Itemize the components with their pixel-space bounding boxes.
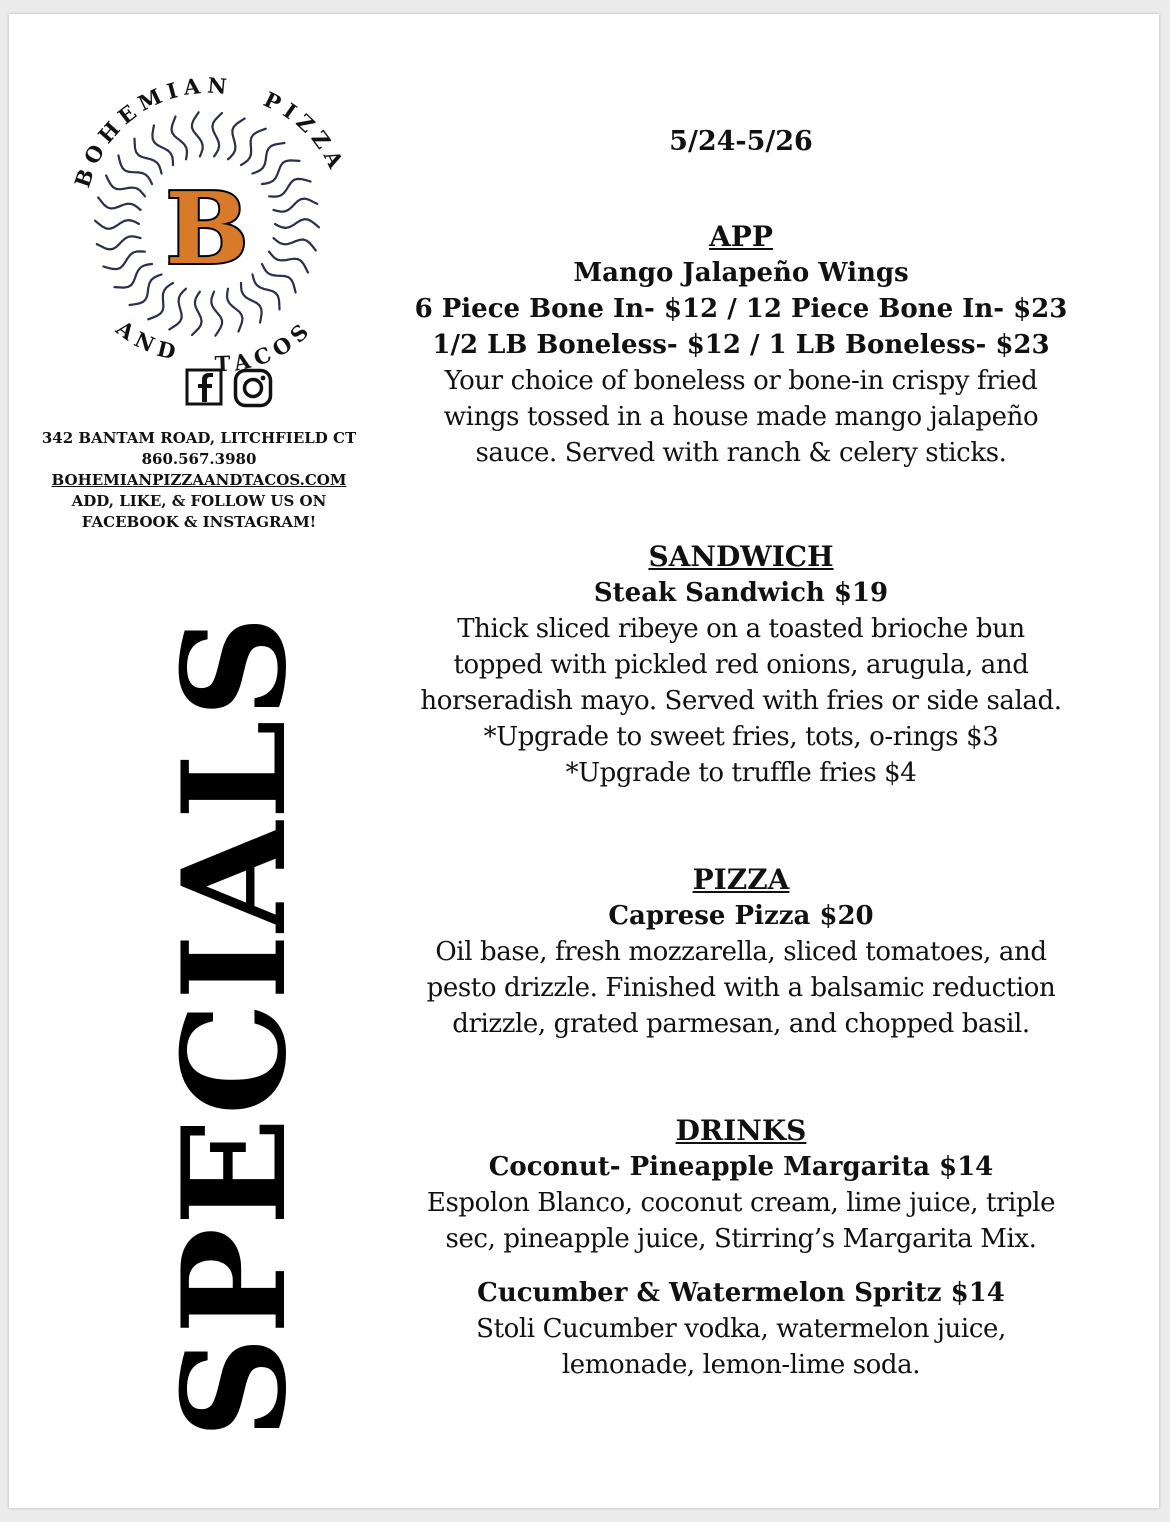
price-line: 1/2 LB Boneless- $12 / 1 LB Boneless- $23: [432, 330, 1050, 360]
menu-page: [9, 14, 1159, 1508]
section-pizza: [383, 862, 1099, 1042]
instagram-icon[interactable]: [233, 368, 273, 408]
section-sandwich: [383, 539, 1099, 791]
logo-ray: [241, 129, 266, 165]
website-link[interactable]: BOHEMIANPIZZAANDTACOS.COM: [51, 471, 347, 489]
specials-title: SPECIALS: [152, 613, 318, 1439]
desc-line: drizzle, grated parmesan, and chopped basil.: [452, 1009, 1030, 1039]
desc-line: sauce. Served with ranch & celery sticks.: [475, 438, 1007, 468]
follow-line-1: ADD, LIKE, & FOLLOW US ON: [71, 492, 327, 510]
logo-ray: [269, 179, 311, 197]
item-name: Mango Jalapeño Wings: [573, 258, 909, 288]
item-name: Cucumber & Watermelon Spritz $14: [477, 1278, 1005, 1308]
section-heading: SANDWICH: [648, 540, 834, 573]
logo-ray: [118, 156, 152, 185]
desc-line: sec, pineapple juice, Stirring’s Margarita Mix.: [445, 1224, 1037, 1254]
desc-line: Stoli Cucumber vodka, watermelon juice,: [476, 1314, 1006, 1344]
price-line: 6 Piece Bone In- $12 / 12 Piece Bone In- $23: [414, 294, 1068, 324]
logo-ray: [97, 236, 141, 249]
logo-ray: [95, 220, 139, 229]
logo-ray: [212, 113, 222, 156]
bohemian-logo: [57, 69, 367, 379]
phone[interactable]: 860.567.3980: [141, 450, 257, 468]
logo-ray: [262, 264, 296, 293]
item-name: Caprese Pizza $20: [608, 901, 874, 931]
social-icons: [185, 368, 275, 410]
desc-line: *Upgrade to truffle fries $4: [565, 758, 917, 788]
logo-arc-tacos: TACOS: [214, 314, 318, 377]
logo-ray: [228, 119, 245, 160]
logo-ray: [192, 292, 202, 335]
desc-line: Espolon Blanco, coconut cream, lime juice, triple: [426, 1188, 1056, 1218]
follow-line-2: FACEBOOK & INSTAGRAM!: [81, 513, 317, 531]
logo-ray: [169, 289, 186, 330]
contact-info: [9, 428, 389, 533]
desc-line: lemonade, lemon-lime soda.: [561, 1350, 921, 1380]
section-heading: PIZZA: [692, 863, 790, 896]
logo-ray: [275, 219, 319, 228]
desc-line: Thick sliced ribeye on a toasted brioche bun: [457, 614, 1025, 644]
section-heading: APP: [709, 220, 773, 253]
logo-arc-top: BOHEMIAN: [69, 72, 234, 191]
logo-arc-right: PIZZA: [259, 86, 352, 178]
section-app: [383, 219, 1099, 471]
logo-ray: [152, 125, 173, 165]
logo-ray: [148, 283, 173, 319]
desc-line: horseradish mayo. Served with fries or side salad.: [420, 686, 1062, 716]
date-range: 5/24-5/26: [669, 126, 813, 157]
logo-ray: [274, 199, 318, 212]
section-heading: DRINKS: [675, 1114, 807, 1147]
logo-ray: [269, 252, 308, 273]
item-name: Steak Sandwich $19: [593, 578, 889, 608]
desc-line: pesto drizzle. Finished with a balsamic reduction: [426, 973, 1056, 1003]
logo-ray: [274, 238, 316, 250]
desc-line: *Upgrade to sweet fries, tots, o-rings $3: [483, 722, 999, 752]
desc-line: wings tossed in a house made mango jalapeño: [443, 402, 1039, 432]
logo-ray: [227, 289, 243, 332]
address: 342 BANTAM ROAD, LITCHFIELD CT: [41, 429, 357, 447]
desc-line: Your choice of boneless or bone-in crispy fried: [444, 366, 1038, 396]
logo-ray: [192, 112, 203, 156]
logo-ray: [211, 292, 222, 336]
item-name: Coconut- Pineapple Margarita $14: [488, 1152, 994, 1182]
facebook-icon[interactable]: [185, 368, 223, 406]
logo-arc-and: AND: [111, 315, 184, 366]
logo-letter: B: [165, 172, 249, 287]
logo-ray: [103, 251, 144, 269]
desc-line: topped with pickled red onions, arugula, and: [453, 650, 1029, 680]
logo-ray: [106, 176, 145, 197]
section-drinks: [383, 1113, 1099, 1383]
logo-ray: [241, 283, 262, 323]
desc-line: Oil base, fresh mozzarella, sliced tomatoes, and: [435, 937, 1047, 967]
logo-ray: [172, 117, 188, 160]
logo-ray: [98, 198, 140, 210]
